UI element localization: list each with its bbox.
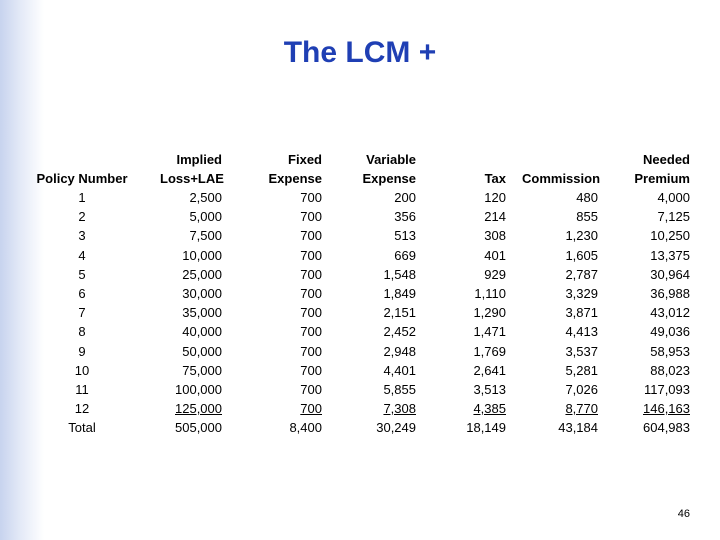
cell-variable-expense: 2,452: [383, 324, 416, 340]
header-policy-number: Policy Number: [36, 171, 128, 186]
cell-variable-expense: 1,849: [383, 285, 416, 301]
cell-loss-lae: 10,000: [182, 247, 222, 263]
cell-needed-premium: 30,964: [650, 266, 690, 282]
header-row-bottom: [0, 169, 720, 188]
cell-tax: 1,290: [473, 305, 506, 321]
cell-loss-lae: 75,000: [182, 362, 222, 378]
header-top-premium: Needed: [643, 152, 690, 167]
cell-fixed-expense: 700: [300, 209, 322, 225]
header-row-top: [0, 150, 720, 169]
cell-tax: 1,110: [474, 285, 506, 301]
cell-needed-premium: 36,988: [650, 285, 690, 301]
cell-fixed-expense: 700: [300, 285, 322, 301]
cell-fixed-expense: 700: [300, 305, 322, 321]
total-tax: 18,149: [466, 420, 506, 436]
cell-commission: 1,605: [565, 247, 598, 263]
cell-fixed-expense: 700: [300, 266, 322, 282]
cell-tax: 401: [484, 247, 506, 263]
cell-fixed-expense: 700: [300, 324, 322, 340]
header-variable-expense: Expense: [362, 171, 416, 186]
cell-tax: 4,385: [473, 401, 506, 417]
lcm-table: [0, 150, 720, 437]
cell-fixed-expense: 700: [300, 228, 322, 244]
header-top-variable: Variable: [366, 152, 416, 167]
table-row: [0, 188, 720, 207]
cell-variable-expense: 356: [394, 209, 416, 225]
cell-variable-expense: 669: [394, 247, 416, 263]
cell-variable-expense: 513: [394, 228, 416, 244]
cell-fixed-expense: 700: [300, 381, 322, 397]
cell-tax: 1,471: [473, 324, 506, 340]
cell-variable-expense: 5,855: [383, 381, 416, 397]
cell-fixed-expense: 700: [300, 343, 322, 359]
cell-tax: 308: [484, 228, 506, 244]
cell-variable-expense: 2,151: [383, 305, 416, 321]
table-row: [0, 246, 720, 265]
cell-tax: 120: [484, 190, 506, 205]
page-number: 46: [677, 508, 690, 520]
cell-variable-expense: 4,401: [383, 362, 416, 378]
cell-loss-lae: 125,000: [175, 401, 222, 417]
cell-policy-number: 11: [75, 381, 89, 397]
cell-commission: 8,770: [565, 401, 598, 417]
cell-loss-lae: 40,000: [182, 324, 222, 340]
cell-policy-number: 3: [78, 228, 86, 244]
cell-commission: 5,281: [565, 362, 598, 378]
cell-needed-premium: 146,163: [643, 401, 690, 417]
table-row: [0, 380, 720, 399]
table-body: [0, 188, 720, 418]
total-premium: 604,983: [643, 420, 690, 436]
cell-policy-number: 4: [78, 247, 86, 263]
cell-loss-lae: 5,000: [189, 209, 222, 225]
cell-policy-number: 1: [78, 190, 86, 205]
cell-tax: 214: [484, 209, 506, 225]
cell-loss-lae: 30,000: [182, 285, 222, 301]
cell-loss-lae: 7,500: [189, 228, 222, 244]
table-row: [0, 284, 720, 303]
cell-variable-expense: 200: [394, 190, 416, 205]
header-top-fixed: Fixed: [288, 152, 322, 167]
header-top-loss: Implied: [176, 152, 222, 167]
table-row: [0, 207, 720, 226]
slide-title: The LCM +: [283, 36, 437, 69]
cell-policy-number: 5: [78, 266, 86, 282]
cell-needed-premium: 117,093: [643, 381, 690, 397]
cell-commission: 480: [576, 190, 598, 205]
cell-fixed-expense: 700: [300, 247, 322, 263]
cell-fixed-expense: 700: [300, 190, 322, 205]
cell-variable-expense: 1,548: [383, 266, 416, 282]
cell-loss-lae: 35,000: [182, 305, 222, 321]
total-fixed: 8,400: [289, 420, 322, 436]
cell-loss-lae: 25,000: [182, 266, 222, 282]
table-row: [0, 226, 720, 245]
cell-commission: 855: [576, 209, 598, 225]
table-row: [0, 322, 720, 341]
cell-policy-number: 12: [74, 401, 90, 417]
header-commission: Commission: [522, 171, 601, 186]
header-needed-premium: Premium: [634, 171, 690, 186]
cell-commission: 3,871: [565, 305, 598, 321]
cell-variable-expense: 7,308: [383, 401, 416, 417]
cell-needed-premium: 10,250: [650, 228, 690, 244]
total-row: [0, 418, 720, 437]
cell-needed-premium: 58,953: [650, 343, 690, 359]
header-loss-lae: Loss+LAE: [160, 171, 224, 186]
cell-variable-expense: 2,948: [383, 343, 416, 359]
cell-commission: 1,230: [565, 228, 598, 244]
cell-tax: 3,513: [473, 381, 506, 397]
table-row: [0, 342, 720, 361]
table-row: [0, 361, 720, 380]
cell-needed-premium: 88,023: [650, 362, 690, 378]
table-row: [0, 265, 720, 284]
table-row: [0, 399, 720, 418]
cell-policy-number: 7: [78, 305, 86, 321]
cell-commission: 3,537: [565, 343, 598, 359]
total-loss: 505,000: [175, 420, 222, 436]
table-row: [0, 303, 720, 322]
cell-policy-number: 6: [78, 285, 86, 301]
cell-policy-number: 8: [78, 324, 86, 340]
cell-needed-premium: 7,125: [657, 209, 690, 225]
header-tax: Tax: [484, 171, 506, 186]
total-label: Total: [68, 420, 96, 436]
cell-tax: 2,641: [473, 362, 506, 378]
cell-needed-premium: 13,375: [650, 247, 690, 263]
cell-tax: 929: [484, 266, 506, 282]
cell-fixed-expense: 700: [300, 362, 322, 378]
cell-commission: 3,329: [565, 285, 598, 301]
cell-fixed-expense: 700: [300, 401, 322, 417]
cell-policy-number: 9: [78, 343, 86, 359]
total-variable: 30,249: [376, 420, 416, 436]
cell-policy-number: 10: [74, 362, 90, 378]
total-commission: 43,184: [558, 420, 598, 436]
cell-tax: 1,769: [473, 343, 506, 359]
cell-policy-number: 2: [78, 209, 86, 225]
cell-needed-premium: 49,036: [650, 324, 690, 340]
cell-needed-premium: 4,000: [657, 190, 690, 205]
header-fixed-expense: Expense: [268, 171, 322, 186]
cell-commission: 4,413: [565, 324, 598, 340]
cell-loss-lae: 2,500: [189, 190, 222, 205]
cell-loss-lae: 50,000: [182, 343, 222, 359]
cell-loss-lae: 100,000: [175, 381, 222, 397]
cell-needed-premium: 43,012: [650, 305, 690, 321]
cell-commission: 2,787: [565, 266, 598, 282]
cell-commission: 7,026: [565, 381, 598, 397]
